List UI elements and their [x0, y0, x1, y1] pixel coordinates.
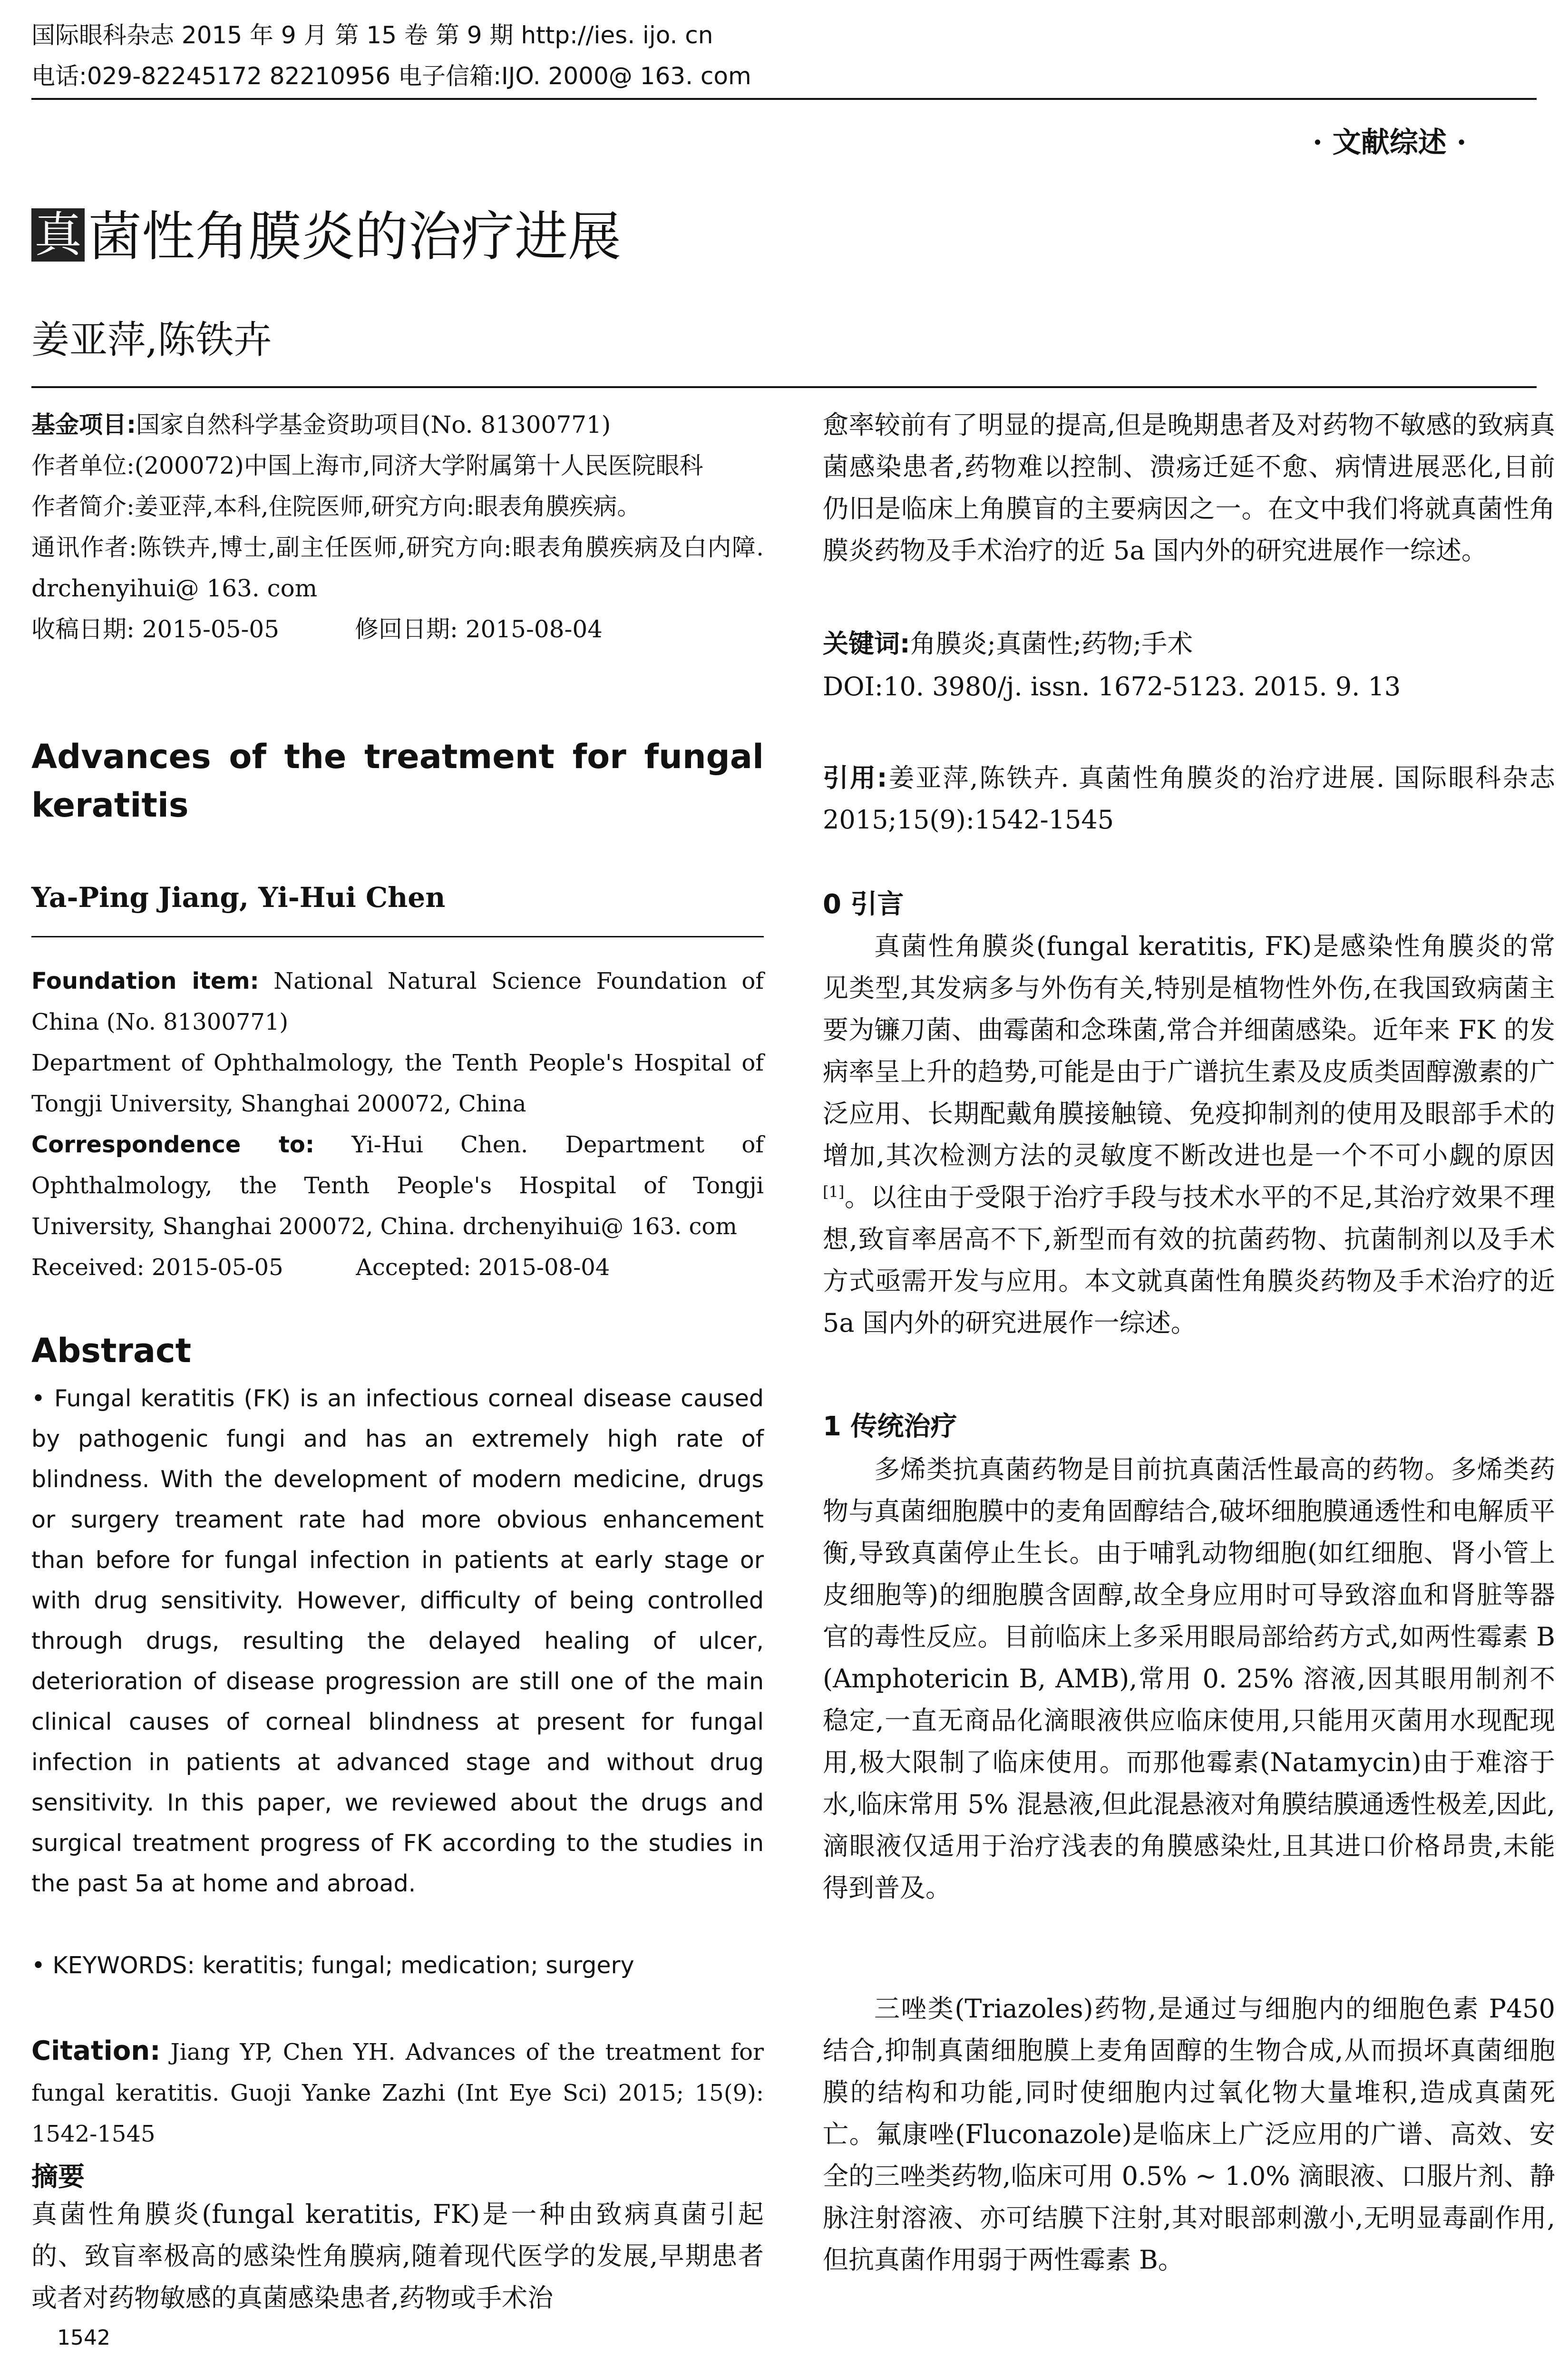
citation-en: Citation: Jiang YP, Chen YH. Advances of the treatment for fungal keratitis. Guoji Yanke Zazhi (Int Eye Sci) 2015; 15(9): 1542-1545 — [31, 2036, 764, 2147]
abstract-body: • Fungal keratitis (FK) is an infectious corneal disease caused by pathogenic fungi and has an extremely high rate of blindness. With the development of modern medicine, drugs or surgery treament rate had more obvious enhancement than before for fungal infection in patients at early stage or with drug sensitivity. However, difficulty of being controlled through drugs, resulting the delayed healing of ulcer, deterioration of disease progression are still one of the main clinical causes of corneal blindness at present for fungal infection in patients at advanced stage and without drug sensitivity. In this paper, we reviewed about the drugs and surgical treatment progress of FK according to the studies in the past 5a at home and abroad. — [31, 1385, 764, 1897]
meta-author-intro-cn: 作者简介:姜亚萍,本科,住院医师,研究方向:眼表角膜疾病。 — [31, 493, 641, 520]
authors-cn: 姜亚萍,陈铁卉 — [31, 318, 272, 362]
title-rule — [31, 386, 1537, 388]
english-authors: Ya-Ping Jiang, Yi-Hui Chen — [31, 881, 446, 914]
abstract-cn-body: 真菌性角膜炎(fungal keratitis, FK)是一种由致病真菌引起的、致盲率极高的感染性角膜病,随着现代医学的发展,早期患者或者对药物敏感的真菌感染患者,药物或手术治 — [31, 2199, 764, 2313]
abstract-heading: Abstract — [31, 1331, 192, 1370]
section-tag: · 文献综述 · — [1313, 126, 1467, 159]
abstract-keywords: • KEYWORDS: keratitis; fungal; medication; surgery — [31, 1952, 634, 1979]
section1-paragraph1: 多烯类抗真菌药物是目前抗真菌活性最高的药物。多烯类药物与真菌细胞膜中的麦角固醇结合,破坏细胞膜通透性和电解质平衡,导致真菌停止生长。由于哺乳动物细胞(如红细胞、肾小管上皮细胞等)的细胞膜含固醇,故全身应用时可导致溶血和肾脏等器官的毒性反应。目前临床上多采用眼局部给药方式,如两性霉素 B (Amphotericin B, AMB),常用 0. 25% 溶液,因其眼用制剂不稳定,一直无商品化滴眼液供应临床使用,只能用灭菌用水现配现用,极大限制了临床使用。而那他霉素(Natamycin)由于难溶于水,临床常用 5% 混悬液,但此混悬液对角膜结膜通透性极差,因此,滴眼液仅适用于治疗浅表的角膜感染灶,且其进口价格昂贵,未能得到普及。 — [823, 1454, 1555, 1903]
section1-heading: 1 传统治疗 — [823, 1411, 957, 1442]
journal-header-line2: 电话:029-82245172 82210956 电子信箱:IJO. 2000@ 163. com — [31, 62, 751, 90]
header-rule — [31, 98, 1537, 100]
en-authors-rule — [31, 936, 764, 937]
journal-header-line1: 国际眼科杂志 2015 年 9 月 第 15 卷 第 9 期 http://ies. ijo. cn — [31, 21, 713, 49]
intro-body: 真菌性角膜炎(fungal keratitis, FK)是感染性角膜炎的常见类型,其发病多与外伤有关,特别是植物性外伤,在我国致病菌主要为镰刀菌、曲霉菌和念珠菌,常合并细菌感染。近年来 FK 的发病率呈上升的趋势,可能是由于广谱抗生素及皮质类固醇激素的广泛应用、长期配戴角膜接触镜、免疫抑制剂的使用及眼部手术的增加,其次检测方法的灵敏度不断改进也是一个不可小觑的原因[1]。以往由于受限于治疗手段与技术水平的不足,其治疗效果不理想,致盲率居高不下,新型而有效的抗菌药物、抗菌制剂以及手术方式亟需开发与应用。本文就真菌性角膜炎药物及手术治疗的近 5a 国内外的研究进展作一综述。 — [823, 931, 1555, 1338]
reference-marker: [1] — [823, 1183, 845, 1201]
doi: DOI:10. 3980/j. issn. 1672-5123. 2015. 9. 13 — [823, 672, 1401, 701]
citation-cn: 引用:姜亚萍,陈铁卉. 真菌性角膜炎的治疗进展. 国际眼科杂志 2015;15(9):1542-1545 — [823, 763, 1555, 835]
meta-foundation-en: Foundation item: National Natural Science Foundation of China (No. 81300771) — [31, 968, 764, 1035]
meta-correspondence-cn: 通讯作者:陈铁卉,博士,副主任医师,研究方向:眼表角膜疾病及白内障. drchenyihui@ 163. com — [31, 534, 764, 602]
keywords-cn: 关键词:角膜炎;真菌性;药物;手术 — [823, 629, 1193, 659]
title-boxed-char: 真 — [31, 208, 85, 262]
meta-department-en: Department of Ophthalmology, the Tenth People's Hospital of Tongji University, Shanghai 200072, China — [31, 1050, 764, 1117]
english-title: Advances of the treatment for fungal keratitis — [31, 737, 764, 825]
abstract-cn-continuation: 愈率较前有了明显的提高,但是晚期患者及对药物不敏感的致病真菌感染患者,药物难以控制、溃疡迁延不愈、病情进展恶化,目前仍旧是临床上角膜盲的主要病因之一。在文中我们将就真菌性角膜炎药物及手术治疗的近 5a 国内外的研究进展作一综述。 — [823, 410, 1555, 565]
title-rest: 菌性角膜炎的治疗进展 — [88, 206, 621, 268]
page-number: 1542 — [57, 2326, 110, 2350]
meta-cn-block — [31, 404, 764, 650]
intro-heading: 0 引言 — [823, 889, 904, 920]
section1-paragraph2: 三唑类(Triazoles)药物,是通过与细胞内的细胞色素 P450 结合,抑制真菌细胞膜上麦角固醇的生物合成,从而损坏真菌细胞膜的结构和功能,同时使细胞内过氧化物大量堆积,造成真菌死亡。氟康唑(Fluconazole)是临床上广泛应用的广谱、高效、安全的三唑类药物,临床可用 0.5% ~ 1.0% 滴眼液、口服片剂、静脉注射溶液、亦可结膜下注射,其对眼部刺激小,无明显毒副作用,但抗真菌作用弱于两性霉素 B。 — [823, 1994, 1555, 2275]
meta-dates-cn: 收稿日期: 2015-05-05 修回日期: 2015-08-04 — [31, 615, 603, 643]
article-title — [31, 206, 621, 268]
meta-foundation-cn: 基金项目:国家自然科学基金资助项目(No. 81300771) — [31, 411, 611, 438]
meta-affiliation-cn: 作者单位:(200072)中国上海市,同济大学附属第十人民医院眼科 — [31, 452, 703, 479]
meta-received-en: Received: 2015-05-05 Accepted: 2015-08-04 — [31, 1254, 610, 1281]
abstract-cn-heading: 摘要 — [31, 2162, 85, 2192]
meta-en-block — [31, 961, 764, 1288]
meta-correspondence-en: Correspondence to: Yi-Hui Chen. Department of Ophthalmology, the Tenth People's Hospital of Tongji University, Shanghai 200072, China. drchenyihui@ 163. com — [31, 1131, 764, 1240]
